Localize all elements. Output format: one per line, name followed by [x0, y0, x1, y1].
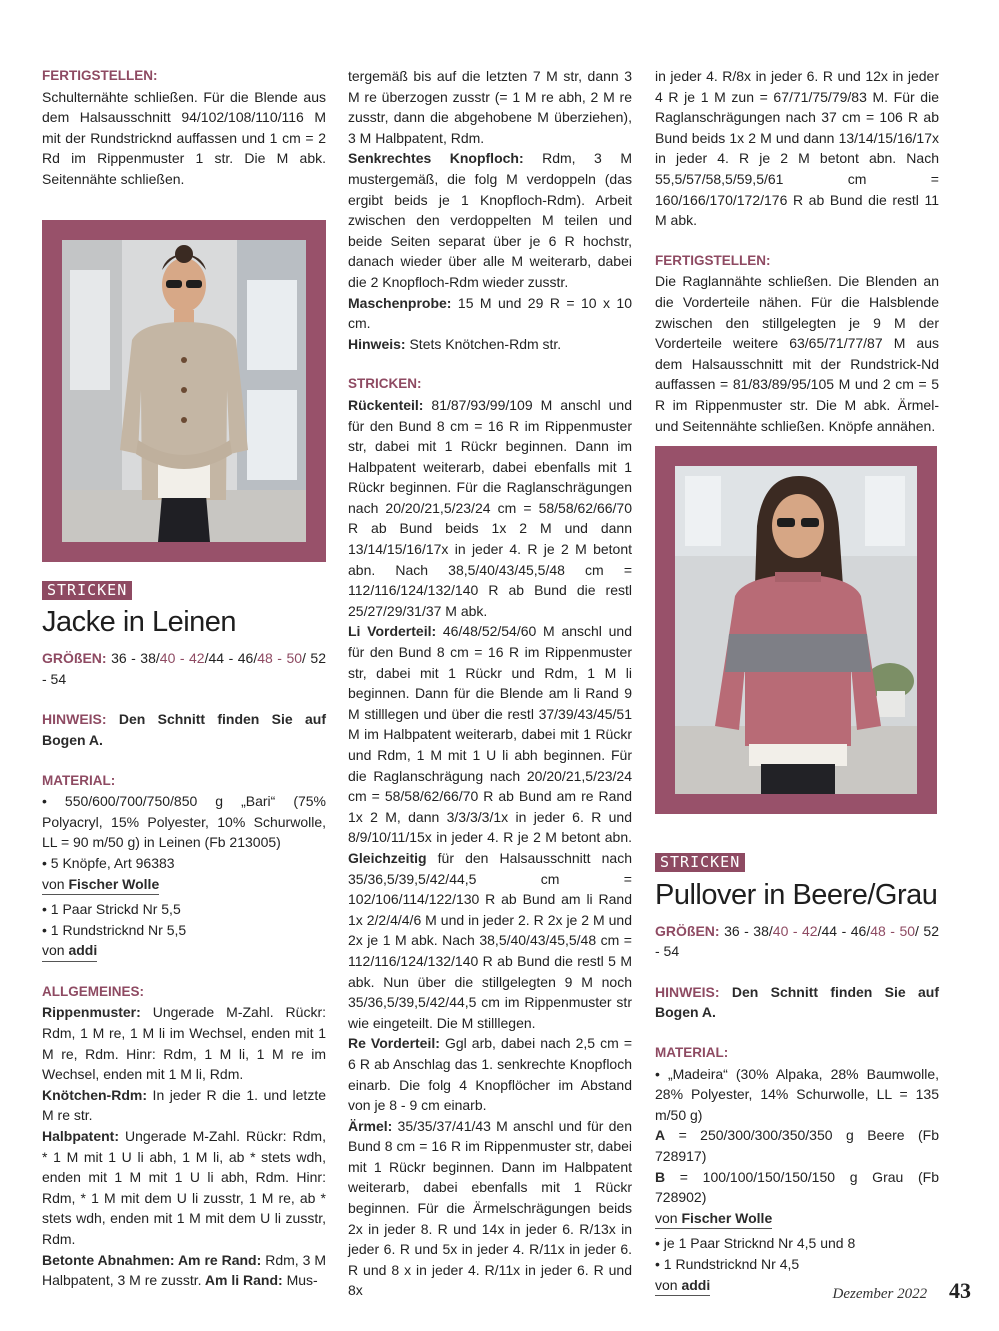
page-number: 43: [949, 1278, 971, 1304]
stricken-heading: STRICKEN:: [348, 376, 422, 392]
pullover-photo: [675, 466, 917, 794]
magazine-issue: Dezember 2022: [832, 1286, 928, 1303]
material-heading: MATERIAL:: [42, 772, 116, 788]
allgemeines-heading: ALLGEMEINES:: [42, 983, 145, 999]
material-heading: MATERIAL:: [655, 1045, 729, 1061]
rueckenteil: Rückenteil: 81/87/93/99/109 M anschl und für den Bund 8 cm = 16 R im Rippenmuster str, dabei mit 1 Rückr beginnen. Dann im Halbpatent weiterarb, dabei ebenfalls mit 1 Rückr beginnen. Für die Raglanschrägungen nach 20/20/21,5/23/24 cm = 58/58/62/66/70 R ab Bund beids 1x 2 M und dann 13/14/15/16/17x in jeder 4. R je 2 M betont abn. Nach 38,5/40/43/45,5/48 cm = 112/116/124/132/140 R ab Bund die restl 25/27/29/31/37 M abk.: [348, 396, 632, 619]
material-source: von addi: [655, 1275, 939, 1297]
sizes: GRÖßEN: 36 - 38/40 - 42/44 - 46/48 - 50/ 52 - 54: [655, 922, 939, 960]
material-item: • 1 Paar Strickd Nr 5,5: [42, 901, 181, 918]
page-footer: [832, 1278, 971, 1305]
jacket-photo: [62, 240, 306, 542]
material-item: B = 100/100/150/150/150 g Grau (Fb 728902): [655, 1168, 939, 1206]
knoetchen-rdm: Knötchen-Rdm: In jeder R die 1. und letzte M re str.: [42, 1086, 326, 1124]
material-item: • je 1 Paar Stricknd Nr 4,5 und 8: [655, 1235, 856, 1252]
li-vorderteil: Li Vorderteil: 46/48/52/54/60 M anschl und für den Bund 8 cm = 16 R im Rippenmuster str, dabei mit 1 Rückr und Rdm, 1 M li beginnen. Dann für die Blende am li Rand 9 M stilllegen und über die restl 37/39/43/45/51 M im Halbpatent weiterarb, dabei mit 1 Rückr und Rdm, 1 M mit 1 U li abh beginnen. Für die Raglanschrägung nach 20/20/21,5/23/24 cm = 58/58/62/66/70 R ab Bund am re Rand 1x 2 M, dann 3/3/3/3/1x in jeder 6. R und 8/9/10/11/15x in jeder 4. R je 2 M betont abn. Gleichzeitig für den Halsausschnitt nach 35/36,5/39,5/42/44,5 cm = 102/106/114/122/130 R ab Bund am li Rand 1x 2/2/4/4/6 M und in jeder 2. R 2x je 2 M und 2x je 1 M abk. Nach 38,5/40/43/45,5/48 cm = 112/116/124/132/140 R ab Bund die restl 5 M abk. Nun über die stillgelegten 9 M noch 35/36,5/39,5/42/44,5 cm im Rippenmuster str wie eingeteilt. Die M stilllegen.: [348, 623, 632, 1031]
paragraph: tergemäß bis auf die letzten 7 M str, dann 3 M re überzogen zusstr (= 1 M re abh, 2 M re zusstr, dann die abgehobene M überziehen), 3 M Halbpatent, Rdm.: [348, 68, 632, 146]
betonte-abnahmen: Betonte Abnahmen: Am re Rand: Rdm, 3 M Halbpatent, 3 M re zusstr. Am li Rand: Mus-: [42, 1251, 326, 1289]
material-source: von Fischer Wolle: [42, 874, 326, 896]
fertigstellen-heading: FERTIGSTELLEN:: [655, 252, 771, 268]
hinweis: Hinweis: Stets Knötchen-Rdm str.: [348, 335, 562, 352]
paragraph: in jeder 4. R/8x in jeder 6. R und 12x in jeder 4 R je 1 M zun = 67/71/75/79/83 M. Für die Raglanschrägungen nach 37 cm = 106 R ab Bund beids 1x 2 M und dann 13/14/15/16/17x in jeder 4. R je 2 M betont abn. Nach 55,5/57/58,5/59,5/61 cm = 160/166/170/172/176 R ab Bund die restl 11 M abk.: [655, 68, 939, 229]
re-vorderteil: Re Vorderteil: Ggl arb, dabei nach 2,5 cm = 6 R ab Anschlag das 1. senkrechte Knopfloch einarb. Die folg 4 Knopflöcher im Abstand von je 8 - 9 cm einarb.: [348, 1035, 632, 1114]
section-tag: STRICKEN: [655, 853, 745, 872]
senkrechtes-knopfloch: Senkrechtes Knopfloch: Rdm, 3 M mustergemäß, die folg M verdoppeln (das ergibt beids je 1 Knopfloch-Rdm). Arbeit zwischen den verdoppelten M teilen und beide Seiten separat über je 6 R hochstr, danach wieder über alle M weiterarb, dabei die 2 Knopfloch-Rdm wieder zusstr.: [348, 150, 632, 290]
section-tag: STRICKEN: [42, 581, 132, 600]
material-source: von addi: [42, 940, 326, 962]
fertigstellen-heading: FERTIGSTELLEN:: [42, 68, 158, 83]
column-2: [348, 66, 632, 1301]
maschenprobe: Maschenprobe: 15 M und 29 R = 10 x 10 cm.: [348, 294, 632, 332]
fertigstellen-text: Schulternähte schließen. Für die Blende aus dem Halsausschnitt 94/102/108/110/116 M mit der Rundstricknd auffassen und 1 cm = 2 Rd im Rippenmuster 1 str. Die M abk. Seitennähte schließen.: [42, 88, 326, 187]
hinweis: HINWEIS: Den Schnitt finden Sie auf Bogen A.: [42, 711, 326, 748]
material-item: • 5 Knöpfe, Art 96383: [42, 854, 175, 871]
hinweis: HINWEIS: Den Schnitt finden Sie auf Bogen A.: [655, 983, 939, 1021]
fertigstellen-text: Die Raglannähte schließen. Die Blenden an die Vorderteile nähen. Für die Halsblende zwischen den stillgelegten je 9 M der Vorderteile weitere 63/65/71/77/87 M aus dem Halsausschnitt mit der Rundstrick-Nd auffassen = 81/83/89/95/105 M und 2 cm = 5 R im Rippenmuster str. Die M abk. Ärmel- und Seitennähte schließen. Knöpfe annähen.: [655, 273, 939, 434]
material-item: • „Madeira“ (30% Alpaka, 28% Baumwolle, 28% Polyester, 14% Schurwolle, LL = 135 m/50 g): [655, 1065, 939, 1123]
sizes: GRÖßEN: 36 - 38/40 - 42/44 - 46/48 - 50/ 52 - 54: [42, 650, 326, 687]
material-item: • 550/600/700/750/850 g „Bari“ (75% Polyacryl, 15% Polyester, 10% Schurwolle, LL = 90 m/50 g) in Leinen (Fb 213005): [42, 793, 326, 851]
photo-frame-jacket: [42, 220, 326, 562]
rippenmuster: Rippenmuster: Ungerade M-Zahl. Rückr: Rdm, 1 M re, 1 M li im Wechsel, enden mit 1 M re, Rdm. Hinr: Rdm, 1 M li, 1 M re im Wechsel, enden mit 1 M li, Rdm.: [42, 1004, 326, 1083]
material-source: von Fischer Wolle: [655, 1208, 939, 1230]
photo-frame-pullover: [655, 446, 937, 814]
material-item: A = 250/300/300/350/350 g Beere (Fb 728917): [655, 1127, 939, 1165]
pattern-title: Jacke in Leinen: [42, 606, 237, 639]
material-item: • 1 Rundstricknd Nr 4,5: [655, 1256, 800, 1272]
aermel: Ärmel: 35/35/37/41/43 M anschl und für den Bund 8 cm = 16 R im Rippenmuster str, dabei mit 1 Rückr beginnen. Dann im Halbpatent weiterarb, dabei ebenfalls mit 1 Rückr beginnen. Für die Ärmelschrägungen beids 2x in jeder 8. R und 14x in jeder 6. R/13x in jeder 6. R und 5x in jeder 4. R/11x in jeder 6. R und 8 x in jeder 4. R/11x in jeder 6. R und 8x: [348, 1117, 632, 1299]
material-item: • 1 Rundstricknd Nr 5,5: [42, 921, 187, 938]
halbpatent: Halbpatent: Ungerade M-Zahl. Rückr: Rdm, * 1 M mit 1 U li abh, 1 M li, ab * stets wdh, enden mit 1 M mit 1 U li abh, Rdm. Hinr: Rdm, * 1 M mit dem U li zusstr, 1 M re, ab * stets wdh, enden mit 1 M mit dem U li zusstr, Rdm.: [42, 1128, 326, 1247]
pattern-title: Pullover in Beere/Grau: [655, 878, 938, 911]
